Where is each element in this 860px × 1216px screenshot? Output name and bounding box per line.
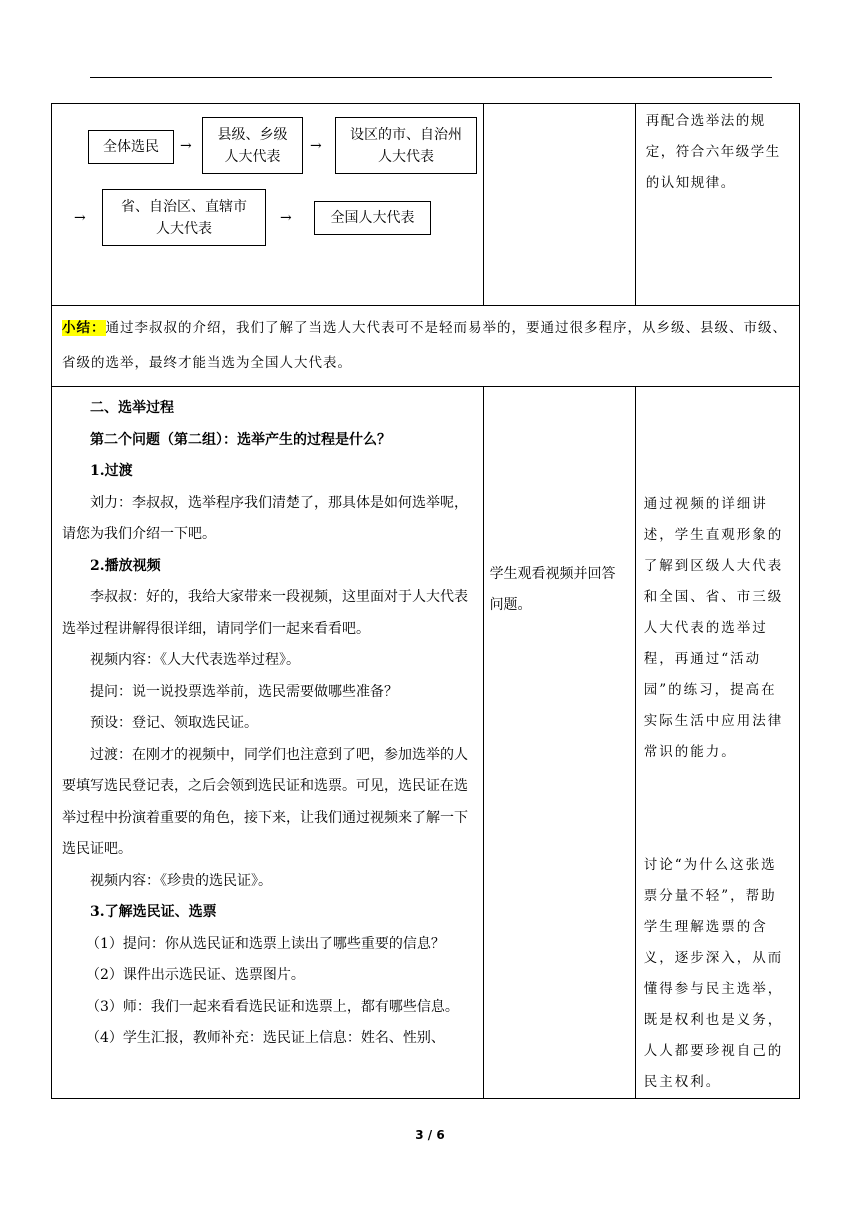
paragraph: 李叔叔：好的，我给大家带来一段视频，这里面对于人大代表选举过程讲解得很详细，请同学们一起来看看吧。 (62, 589, 468, 637)
student-activity-cell (483, 387, 635, 1099)
list-item: （4）学生汇报，教师补充：选民证上信息：姓名、性别、 (86, 1030, 445, 1046)
step-heading: 2.播放视频 (90, 557, 161, 574)
list-item: （3）师：我们一起来看看选民证和选票上，都有哪些信息。 (86, 998, 459, 1015)
arrow-icon: → (310, 138, 322, 154)
flow-node-city (335, 117, 477, 174)
question-heading: 第二个问题（第二组）：选举产生的过程是什么？ (90, 431, 391, 448)
paragraph: 过渡：在刚才的视频中，同学们也注意到了吧，参加选举的人要填写选民登记表，之后会领到选民证和选票。可见，选民证在选举过程中扮演着重要的角色，接下来，让我们通过视频来了解一下选民证吧。 (62, 746, 468, 857)
student-activity-text: 学生观看视频并回答问题。 (489, 566, 616, 613)
table-row (52, 387, 800, 1099)
header-rule (90, 77, 772, 78)
arrow-icon: → (180, 138, 192, 154)
flow-node-label: 设区的市、自治州 人大代表 (350, 126, 462, 165)
step-heading: 3.了解选民证、选票 (90, 904, 217, 920)
teaching-process-text (52, 387, 483, 1055)
paragraph: 刘力：李叔叔，选举程序我们清楚了，那具体是如何选举呢，请您为我们介绍一下吧。 (62, 494, 468, 542)
flow-node-label: 全国人大代表 (330, 210, 415, 226)
flow-node-national (314, 201, 431, 235)
design-intent-cell (635, 387, 799, 1099)
teaching-process-cell (52, 387, 484, 1099)
paragraph: 提问：说一说投票选举前，选民需要做哪些准备？ (90, 683, 398, 700)
design-intent-text: 通过视频的详细讲述，学生直观形象的了解到区级人大代表和全国、省、市三级人大代表的选举过程，再通过“活动园”的练习，提高在实际生活中应用法律常识的能力。 (643, 496, 784, 760)
list-item: （1）提问：你从选民证和选票上读出了哪些重要的信息？ (86, 935, 445, 952)
arrow-icon: → (74, 210, 86, 226)
summary-cell (52, 306, 800, 387)
flow-node-label: 全体选民 (103, 139, 159, 155)
table-row (52, 104, 800, 306)
flowchart-cell (52, 104, 484, 306)
flow-node-label: 省、自治区、直辖市 人大代表 (121, 198, 247, 237)
summary-body: 通过李叔叔的介绍，我们了解了当选人大代表可不是轻而易举的，要通过很多程序，从乡级、县级、市级、省级的选举，最终才能当选为全国人大代表。 (62, 320, 787, 371)
page-number: 3 / 6 (415, 1128, 445, 1142)
paragraph: 预设：登记、领取选民证。 (90, 715, 258, 731)
summary-text (52, 306, 799, 386)
flow-node-voters (88, 130, 174, 164)
section-heading: 二、选举过程 (90, 400, 174, 416)
activity-cell (483, 104, 635, 306)
list-item: （2）课件出示选民证、选票图片。 (86, 967, 305, 983)
summary-label: 小结： (62, 320, 106, 336)
flow-node-county (202, 117, 303, 174)
flow-node-label: 县级、乡级 人大代表 (217, 126, 288, 165)
lesson-plan-table (51, 103, 800, 1099)
election-flowchart (52, 104, 483, 305)
arrow-icon: → (280, 210, 292, 226)
design-intent-text: 再配合选举法的规定，符合六年级学生的认知规律。 (645, 113, 781, 191)
design-intent-text: 讨论“为什么这张选票分量不轻”，帮助学生理解选票的含义，逐步深入，从而懂得参与民主选举，既是权利也是义务，人人都要珍视自己的民主权利。 (643, 857, 784, 1090)
paragraph: 视频内容：《人大代表选举过程》。 (90, 652, 300, 668)
step-heading: 1.过渡 (90, 463, 133, 479)
intent-cell (635, 104, 799, 306)
flow-node-province (102, 189, 266, 246)
paragraph: 视频内容：《珍贵的选民证》。 (90, 872, 272, 889)
table-row (52, 306, 800, 387)
